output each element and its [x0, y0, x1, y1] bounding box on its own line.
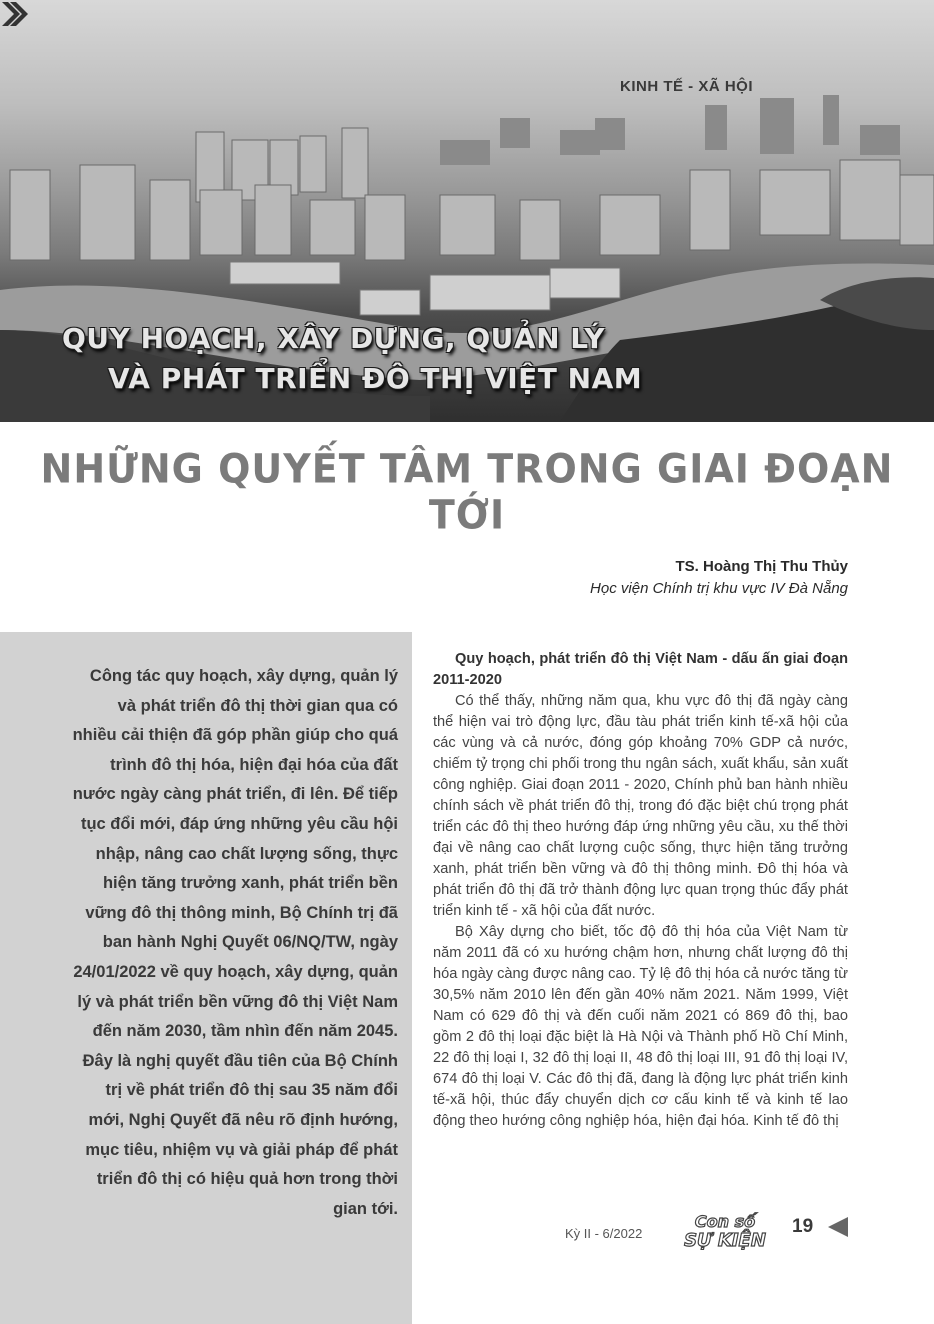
body-column: [433, 649, 848, 1132]
city-skyline-image: [0, 0, 934, 422]
section-label: KINH TẾ - XÃ HỘI: [620, 78, 754, 95]
author-affiliation: Học viện Chính trị khu vực IV Đà Nẵng: [590, 580, 848, 597]
subtitle: NHỮNG QUYẾT TÂM TRONG GIAI ĐOẠN TỚI: [40, 445, 894, 539]
brand-bottom: SỰ KIỆN: [684, 1230, 766, 1250]
headline-line-2: VÀ PHÁT TRIỂN ĐÔ THỊ VIỆT NAM: [108, 362, 643, 395]
triangle-left-icon: [826, 1216, 850, 1238]
page-number: 19: [792, 1216, 814, 1237]
author-name: TS. Hoàng Thị Thu Thủy: [675, 558, 848, 575]
double-chevron-right-icon: [0, 0, 30, 28]
body-paragraph: Bộ Xây dựng cho biết, tốc độ đô thị hóa của Việt Nam từ năm 2011 đã có xu hướng chậm hơn, nhưng chất lượng đô thị hóa ngày càng được nâng cao. Tỷ lệ đô thị hóa cả nước tăng từ 30,5% năm 2010 lên đến gần 40% năm 2021. Năm 1999, Việt Nam có 629 đô thị và đến cuối năm 2021 có 869 đô thị, bao gồm 2 đô thị loại đặc biệt là Hà Nội và Thành phố Hồ Chí Minh, 22 đô thị loại I, 32 đô thị loại II, 48 đô thị loại III, 91 đô thị loại IV, 674 đô thị loại V. Các đô thị đã, đang là động lực phát triển kinh tế-xã hội, thúc đẩy chuyển dịch cơ cấu kinh tế và kinh tế lao động theo hướng công nghiệp hóa, hiện đại hóa. Kinh tế đô thị: [433, 924, 848, 1129]
hero-photo: [0, 0, 934, 422]
issue-label: Kỳ II - 6/2022: [565, 1226, 643, 1241]
section-heading: Quy hoạch, phát triển đô thị Việt Nam - dấu ấn giai đoạn 2011-2020: [433, 651, 848, 688]
author-block: [590, 558, 848, 597]
sapo-text: Công tác quy hoạch, xây dựng, quản lý và phát triển đô thị thời gian qua có nhiều cải thiện đã góp phần giúp cho quá trình đô thị hóa, hiện đại hóa của đất nước ngày càng phát triển, đi lên. Để tiếp tục đổi mới, đáp ứng những yêu cầu hội nhập, nâng cao chất lượng sống, thực hiện tăng trưởng xanh, phát triển bền vững đô thị thông minh, Bộ Chính trị đã ban hành Nghị Quyết 06/NQ/TW, ngày 24/01/2022 về quy hoạch, xây dựng, quản lý và phát triển bền vững đô thị Việt Nam đến năm 2030, tầm nhìn đến năm 2045. Đây là nghị quyết đầu tiên của Bộ Chính trị về phát triển đô thị sau 35 năm đổi mới, Nghị Quyết đã nêu rõ định hướng, mục tiêu, nhiệm vụ và giải pháp để phát triển đô thị có hiệu quả hơn trong thời gian tới.: [72, 667, 398, 1218]
body-paragraph: Có thể thấy, những năm qua, khu vực đô thị đã ngày càng thể hiện vai trò động lực, đầu tàu phát triển kinh tế-xã hội của các vùng và cả nước, đóng góp khoảng 70% GDP cả nước, chiếm tỷ trọng chi phối trong thu ngân sách, xuất khẩu, sản xuất công nghiệp. Giai đoạn 2011 - 2020, Chính phủ ban hành nhiều chính sách về phát triển đô thị, trong đó đặc biệt chú trọng phát triển các đô thị theo hướng đáp ứng những yêu cầu, xu thế thời đại về nâng cao chất lượng cuộc sống, thực hiện tăng trưởng xanh, phát triển bền vững và đô thị thông minh. Đô thị hóa và phát triển đô thị đã trở thành động lực quan trọng thúc đẩy phát triển kinh tế - xã hội của đất nước.: [433, 693, 848, 919]
brand-top: Con số: [694, 1212, 756, 1231]
brand-logo: [666, 1210, 784, 1250]
headline-line-1: QUY HOẠCH, XÂY DỰNG, QUẢN LÝ: [62, 322, 606, 355]
